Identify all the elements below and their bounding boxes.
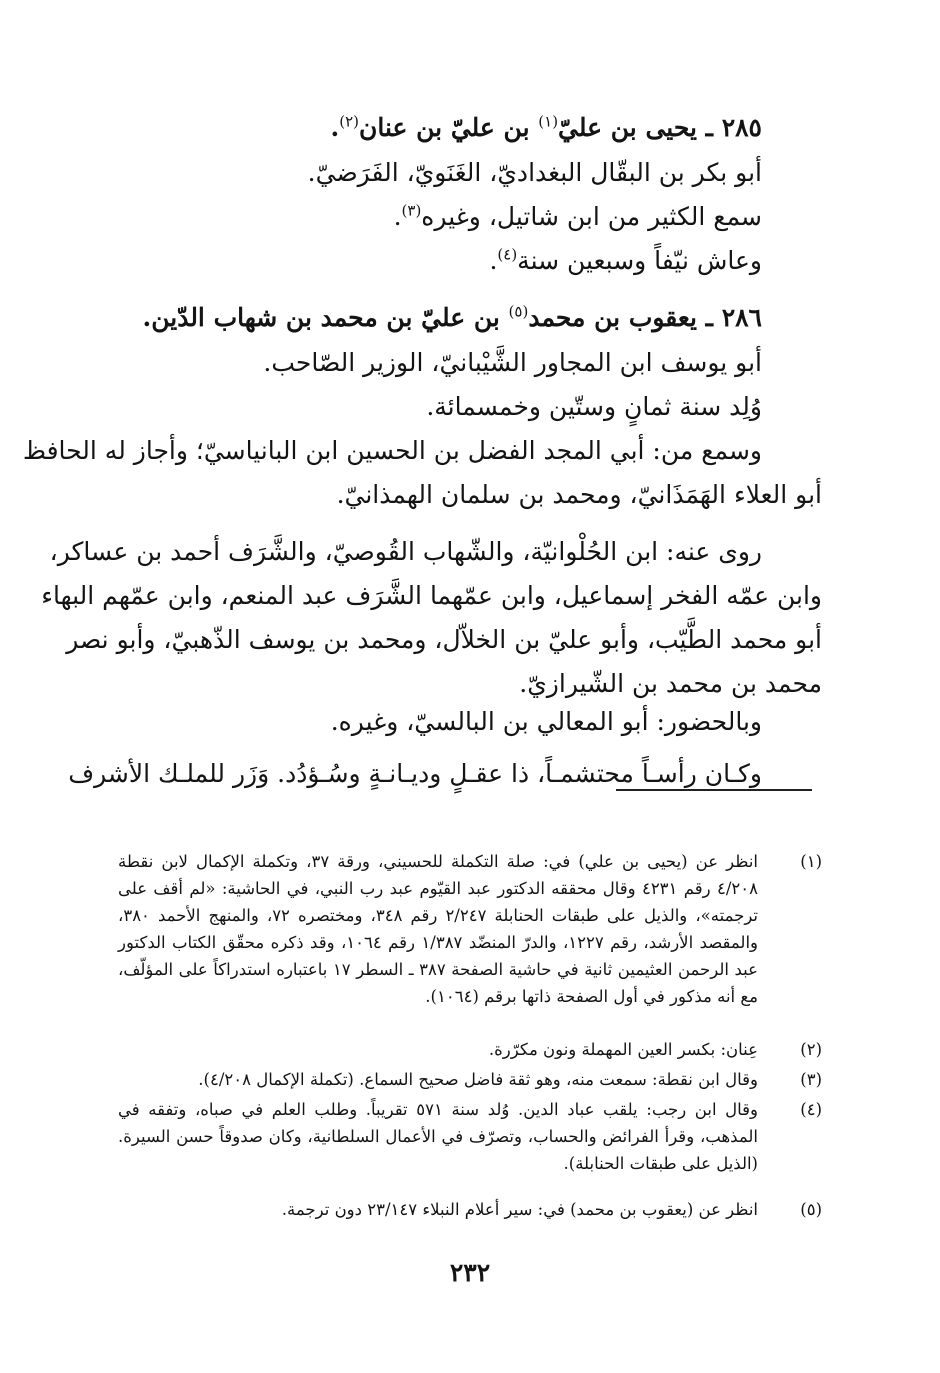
entry-286-line-3: وسمع من: أبي المجد الفضل بن الحسين ابن البانياسيّ؛ وأجاز له الحافظ xyxy=(22,436,762,465)
line-end: . xyxy=(393,202,402,231)
footnote-ref-4: (٤) xyxy=(497,245,518,264)
footnote-text: انظر عن (يحيى بن علي) في: صلة التكملة للحسيني، ورقة ٣٧، وتكملة الإكمال لابن نقطة ٤/٢٠٨ رقم ٤٢٣١ وقال محققه الدكتور عبد القيّوم عبد رب النبي، في الحاشية: «لم أقف على ترجمته»، والذيل على طبقات الحنابلة ٢/٢٤٧ رقم ٣٤٨، ومختصره ٧٢، والمنهج الأحمد ٣٨٠، والمقصد الأرشد، رقم ١٢٢٧، والدرّ المنضّد ١/٣٨٧ رقم ١٠٦٤، وقد ذكره محقّق الكتاب الدكتور عبد الرحمن العثيمين ثانية في حاشية الصفحة ٣٨٧ ـ السطر ١٧ باعتباره استدراكاً على المؤلّف، مع أنه مذكور في أول الصفحة ذاتها برقم (١٠٦٤). xyxy=(118,852,759,1006)
entry-name: يعقوب بن محمد xyxy=(528,303,697,332)
line-end: . xyxy=(489,246,498,275)
footnote-4 xyxy=(0,1096,940,1186)
footnote-number: (١) xyxy=(800,852,822,871)
footnote-number: (٤) xyxy=(800,1100,822,1119)
footnote-5 xyxy=(0,1196,940,1224)
line-text: وعاش نيّفاً وسبعين سنة xyxy=(517,246,762,275)
line-text: سمع الكثير من ابن شاتيل، وغيره xyxy=(421,202,762,231)
entry-lineage: بن عليّ بن محمد بن شهاب الدّين. xyxy=(142,303,500,332)
entry-285-line-2 xyxy=(394,199,762,235)
footnote-number: (٢) xyxy=(800,1040,822,1059)
footnote-text: وقال ابن نقطة: سمعت منه، وهو ثقة فاضل صحيح السماع. (تكملة الإكمال ٤/٢٠٨). xyxy=(198,1070,758,1089)
footnote-ref-1: (١) xyxy=(538,112,559,131)
footnote-ref-2: (٢) xyxy=(339,112,359,131)
entry-number: ٢٨٥ ـ xyxy=(705,113,762,142)
page-number: ٢٣٢ xyxy=(449,1258,491,1287)
entry-lineage: بن عليّ بن عنان xyxy=(358,113,530,142)
entry-286-line-8: محمد بن محمد بن الشّيرازيّ. xyxy=(519,669,822,698)
entry-285-heading xyxy=(330,110,762,146)
footnote-1 xyxy=(0,848,940,1020)
entry-286-line-4: أبو العلاء الهَمَذَانيّ، ومحمد بن سلمان الهمذانيّ. xyxy=(336,480,822,509)
entry-286-line-7: أبو محمد الطَّيّب، وأبو عليّ بن الخلاّل، ومحمد بن يوسف الذّهبيّ، وأبو نصر xyxy=(66,625,822,654)
entry-name: يحيى بن عليّ xyxy=(558,113,697,142)
footnote-number: (٥) xyxy=(800,1200,822,1219)
footnote-ref-3: (٣) xyxy=(401,201,422,220)
footnote-text: وقال ابن رجب: يلقب عباد الدين. وُلد سنة ٥٧١ تقريباً. وطلب العلم في صباه، وتفقه في المذهب، وقرأ الفرائض والحساب، وتصرّف في الأعمال السلطانية، وكان صدوقاً حسن السيرة. (الذيل على طبقات الحنابلة). xyxy=(118,1100,759,1173)
entry-286-heading xyxy=(143,300,763,336)
entry-285-line-3 xyxy=(489,243,762,279)
entry-286-line-5: روى عنه: ابن الحُلْوانيّة، والشّهاب القُوصيّ، والشَّرَف أحمد بن عساكر، xyxy=(49,537,762,566)
entry-286-line-10: وكـان رأسـاً محتشمـاً، ذا عقـلٍ وديـانـةٍ وسُـؤدُد. وَزَر للملـك الأشرف xyxy=(68,759,762,788)
footnote-ref-5: (٥) xyxy=(508,302,529,321)
entry-286-line-9: وبالحضور: أبو المعالي بن البالسيّ، وغيره. xyxy=(330,707,762,736)
entry-286-line-2: وُلِد سنة ثمانٍ وستّين وخمسمائة. xyxy=(426,392,762,421)
footnote-2 xyxy=(0,1036,940,1064)
footnote-text: عِنان: بكسر العين المهملة ونون مكرّرة. xyxy=(488,1040,758,1059)
footnote-text: انظر عن (يعقوب بن محمد) في: سير أعلام النبلاء ٢٣/١٤٧ دون ترجمة. xyxy=(281,1200,758,1219)
entry-number: ٢٨٦ ـ xyxy=(705,303,762,332)
heading-end: . xyxy=(330,113,340,142)
entry-286-line-1: أبو يوسف ابن المجاور الشَّيْبانيّ، الوزير الصّاحب. xyxy=(263,348,762,377)
footnote-separator xyxy=(616,789,812,791)
entry-285-line-1: أبو بكر بن البقّال البغداديّ، الغَنَويّ، الفَرَضيّ. xyxy=(307,158,762,187)
entry-286-line-6: وابن عمّه الفخر إسماعيل، وابن عمّهما الشَّرَف عبد المنعم، وابن عمّهم البهاء xyxy=(41,581,822,610)
footnote-number: (٣) xyxy=(800,1070,822,1089)
footnote-3 xyxy=(0,1066,940,1094)
